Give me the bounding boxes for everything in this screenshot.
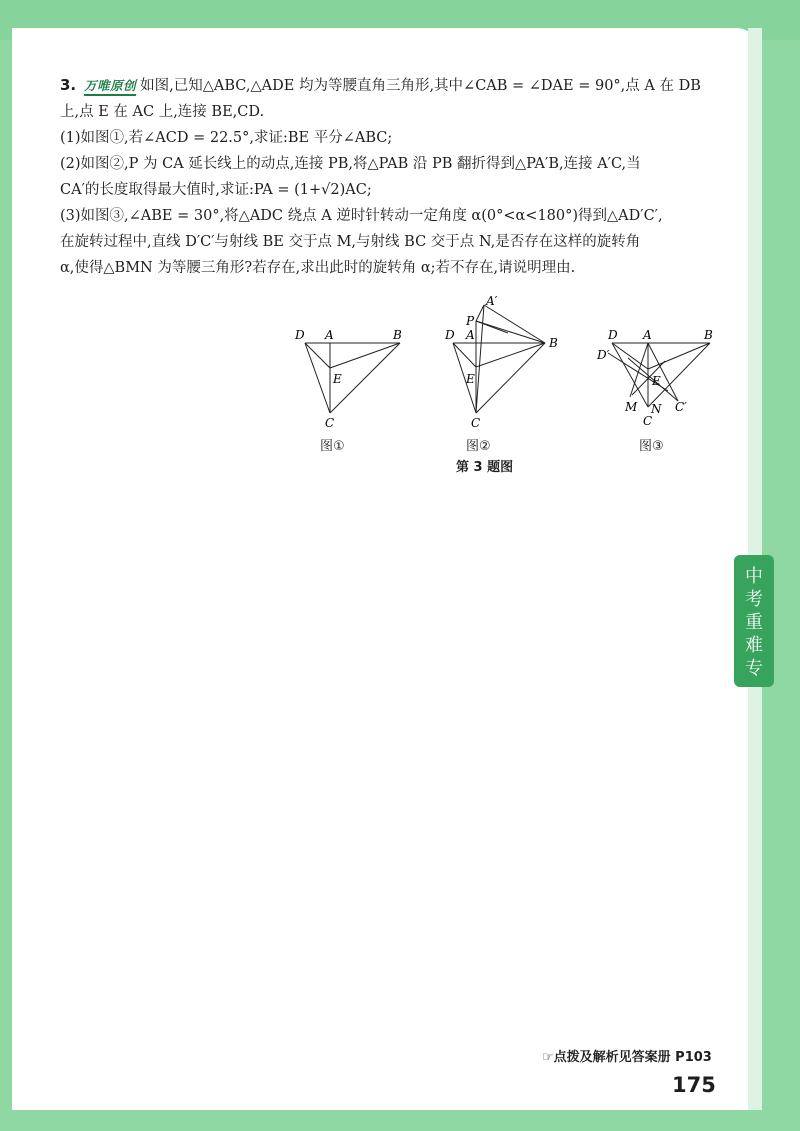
side-tab-char: 专 <box>745 658 763 679</box>
figure-1-lines <box>305 343 400 413</box>
problem-part-3-line-1: (3)如图③,∠ABE = 30°,将△ADC 绕点 A 逆时针转动一定角度 α(0°<α<180°)得到△AD′C′, <box>60 208 663 224</box>
fig2-label-p: P <box>466 314 475 328</box>
figure-3-caption: 图③ <box>639 439 664 454</box>
side-tab-char: 中 <box>745 566 763 587</box>
fig1-label-a: A <box>325 328 334 342</box>
brand-logo: 万唯原创 <box>84 78 136 96</box>
fig2-label-b: B <box>549 336 558 350</box>
problem-part-3-line-3: α,使得△BMN 为等腰三角形?若存在,求出此时的旋转角 α;若不存在,请说明理由. <box>60 260 576 276</box>
side-tab-char: 重 <box>745 612 763 633</box>
problem-part-1: (1)如图①,若∠ACD = 22.5°,求证:BE 平分∠ABC; <box>60 130 393 146</box>
problem-intro-line-2: 上,点 E 在 AC 上,连接 BE,CD. <box>60 104 265 120</box>
side-tab-char: 考 <box>745 589 763 610</box>
fig2-label-a: A <box>466 328 475 342</box>
figure-group-caption: 第 3 题图 <box>456 460 514 475</box>
fig3-label-b: B <box>704 328 713 342</box>
fig3-label-m: M <box>625 400 638 414</box>
fig3-label-d: D <box>608 328 618 342</box>
problem-intro-a: 如图,已知△ABC,△ADE 均为等腰直角三角形,其中∠CAB = ∠DAE = 90°,点 A 在 DB <box>140 78 701 94</box>
problem-part-2-line-2: CA′的长度取得最大值时,求证:PA = (1+√2)AC; <box>60 182 372 198</box>
fig2-label-a-prime: A′ <box>486 295 498 308</box>
fig2-label-c: C <box>471 416 481 430</box>
question-number: 3. <box>60 76 77 94</box>
fig1-label-e: E <box>333 372 342 386</box>
fig3-label-d-prime: D′ <box>597 348 610 362</box>
problem-part-3-line-2: 在旋转过程中,直线 D′C′与射线 BE 交于点 M,与射线 BC 交于点 N,是否存在这样的旋转角 <box>60 234 641 250</box>
fig3-label-a: A <box>643 328 652 342</box>
figure-2-caption: 图② <box>466 439 491 454</box>
fig1-label-b: B <box>393 328 402 342</box>
problem-3 <box>60 72 725 281</box>
problem-part-2-line-1: (2)如图②,P 为 CA 延长线上的动点,连接 PB,将△PAB 沿 PB 翻折得到△PA′B,连接 A′C,当 <box>60 156 641 172</box>
chapter-side-tab <box>734 555 774 687</box>
problem-intro-line-1 <box>60 72 725 99</box>
fig3-label-c: C <box>643 414 653 428</box>
fig3-label-e: E <box>652 374 661 388</box>
geometry-figures <box>290 295 730 465</box>
fig2-label-e: E <box>466 372 475 386</box>
answer-reference: ☞点拨及解析见答案册 P103 <box>542 1050 712 1065</box>
figures-group <box>290 295 730 485</box>
bottom-border <box>0 1110 800 1131</box>
fig3-label-c-prime: C′ <box>675 400 687 414</box>
fig1-label-d: D <box>295 328 305 342</box>
fig1-label-c: C <box>325 416 335 430</box>
fig2-label-d: D <box>445 328 455 342</box>
page-number: 175 <box>672 1073 716 1097</box>
fig3-label-n: N <box>651 402 662 416</box>
figure-1-caption: 图① <box>320 439 345 454</box>
side-tab-char: 难 <box>745 635 763 656</box>
